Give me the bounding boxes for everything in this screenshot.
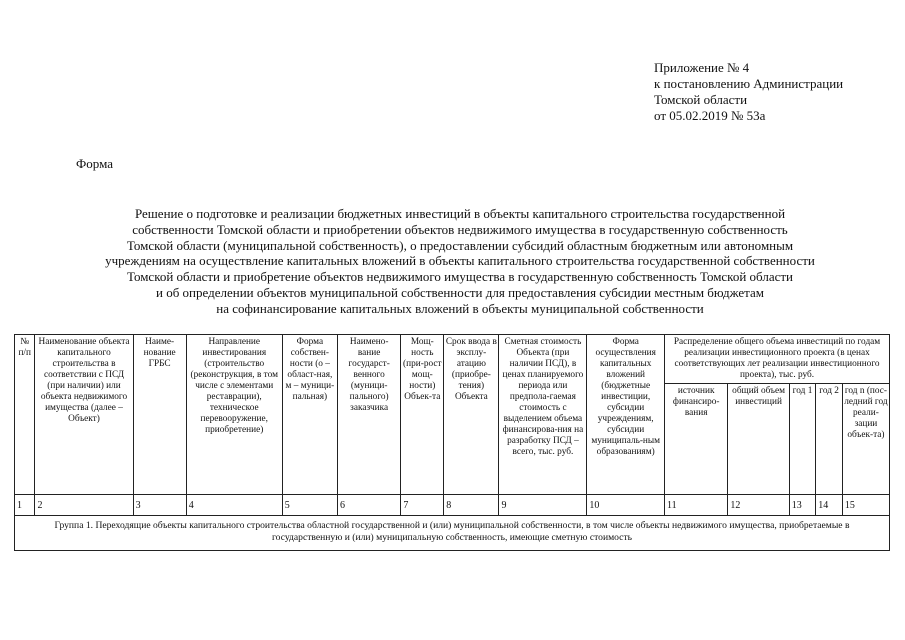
appendix-number: Приложение № 4 — [654, 60, 750, 75]
title-line: и об определении объектов муниципальной собственности для предоставления субсидии местным бюджетам — [155, 284, 764, 300]
column-number: 6 — [337, 495, 400, 516]
appendix-date: от 05.02.2019 № 53а — [654, 108, 766, 123]
col-header-estimated-cost: Сметная стоимость Объекта (при наличии ПСД), в ценах планируемого периода или предпола-гаемая стоимость с выделением объема финансирова-ния на разработку ПСД – всего, тыс. руб. — [499, 335, 587, 495]
col-header-year-2: год 2 — [816, 384, 843, 495]
col-header-total-volume: общий объем инвестиций — [728, 384, 789, 495]
column-number: 5 — [282, 495, 337, 516]
group-1-title: Группа 1. Переходящие объекты капитального строительства областной государственной и (или) муниципальной собственности, в том числе объекты недвижимого имущества, приобретаемые в государственную и (или) муниципальную собственность, имеющие сметную стоимость — [15, 516, 890, 551]
title-line: Решение о подготовке и реализации бюджетных инвестиций в объекты капитального строительства государственной — [134, 206, 786, 221]
column-number: 14 — [816, 495, 843, 516]
document-title — [80, 206, 840, 317]
column-number: 9 — [499, 495, 587, 516]
title-line: на софинансирование капитальных вложений в объекты муниципальной собственности — [216, 300, 704, 316]
col-header-customer: Наимено-вание государст-венного (муници-пального) заказчика — [337, 335, 400, 495]
column-number: 2 — [35, 495, 133, 516]
form-label: Форма — [76, 156, 113, 171]
column-number: 15 — [842, 495, 889, 516]
col-header-ownership-form: Форма собствен-ности (о – област-ная, м – муници-пальная) — [282, 335, 337, 495]
col-header-grbs: Наиме-нование ГРБС — [133, 335, 186, 495]
col-header-distribution: Распределение общего объема инвестиций по годам реализации инвестиционного проекта (в ценах соответствующих лет реализации инвестиционного проекта), тыс. руб. — [665, 335, 890, 384]
col-header-funding-source: источник финансиро-вания — [665, 384, 728, 495]
column-number-row — [15, 495, 890, 516]
column-number: 7 — [401, 495, 444, 516]
column-number: 3 — [133, 495, 186, 516]
investment-table — [14, 334, 890, 551]
title-line: учреждениям на осуществление капитальных вложений в объекты капитального строительства государственной собственности — [105, 253, 815, 269]
col-header-investment-direction: Направление инвестирования (строительство (реконструкция, в том числе с элементами реставрации), техническое перевооружение, приобретение) — [186, 335, 282, 495]
appendix-decree: к постановлению Администрации — [654, 76, 844, 91]
column-number: 12 — [728, 495, 789, 516]
col-header-number: № п/п — [15, 335, 35, 495]
col-header-capacity: Мощ-ность (при-рост мощ-ности) Объек-та — [401, 335, 444, 495]
column-number: 10 — [587, 495, 665, 516]
title-line: собственности Томской области и приобретении объектов недвижимого имущества в государственную собственность — [132, 221, 788, 237]
column-number: 11 — [665, 495, 728, 516]
appendix-region: Томской области — [654, 92, 748, 107]
title-line: Томской области и приобретение объектов недвижимого имущества в государственную собственность Томской области — [126, 269, 794, 285]
col-header-object-name: Наименование объекта капитального строительства в соответствии с ПСД (при наличии) или объекта недвижимого имущества (далее – Объект) — [35, 335, 133, 495]
col-header-year-n: год n (пос-ледний год реали-зации объек-та) — [842, 384, 889, 495]
column-number: 4 — [186, 495, 282, 516]
col-header-commissioning-date: Срок ввода в эксплу-атацию (приобре-тения) Объекта — [444, 335, 499, 495]
appendix-block — [654, 60, 843, 124]
column-number: 13 — [789, 495, 816, 516]
header-row — [15, 335, 890, 384]
group-row — [15, 516, 890, 551]
column-number: 1 — [15, 495, 35, 516]
column-number: 8 — [444, 495, 499, 516]
title-line: Томской области (муниципальной собственность), о предоставлении субсидий областным бюджетным или автономным — [126, 237, 794, 253]
col-header-investment-form: Форма осуществления капитальных вложений (бюджетные инвестиции, субсидии учреждениям, субсидии муниципаль-ным образованиям) — [587, 335, 665, 495]
col-header-year-1: год 1 — [789, 384, 816, 495]
